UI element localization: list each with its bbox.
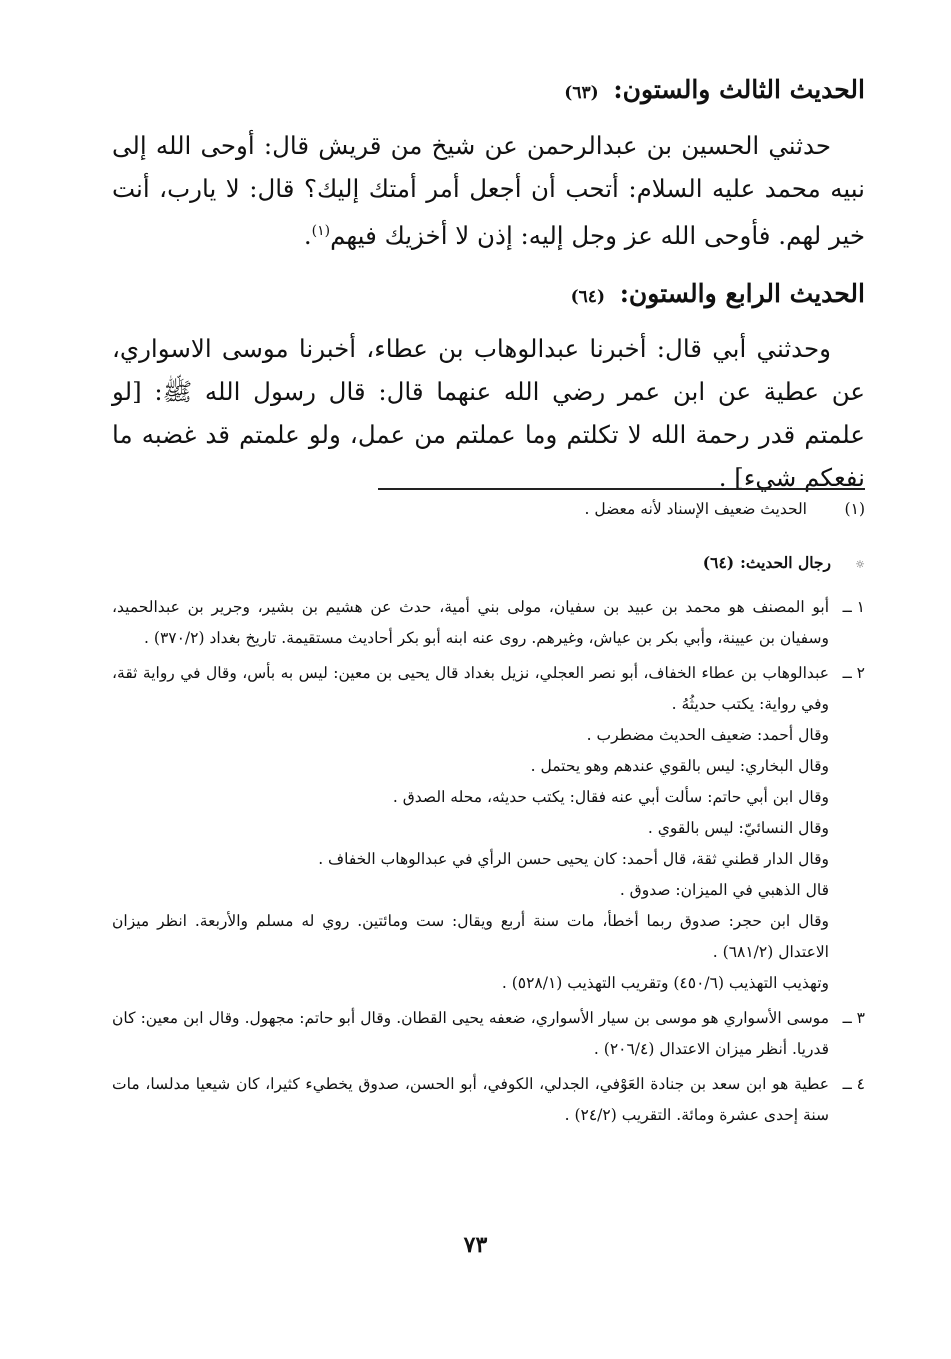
hadith-63-body: حدثني الحسين بن عبدالرحمن عن شيخ من قريش قال: أوحى الله إلى نبيه محمد عليه السلام: أتحب أن أجعل أمر أمتك إليك؟ قال: لا يارب، أنت خير لهم. فأوحى الله عز وجل إليه: إذن لا أخزيك فيهم — [112, 131, 865, 251]
entry-1-line-1: أبو المصنف هو محمد بن عبيد بن سفيان، مولى بني أمية، حدث عن هشيم بن بشير، وجرير بن عبدالحميد، وسفيان بن عيينة، وأبي بكر بن عياش، وغيرهم. روى عنه ابنه أبو بكر أحاديث مستقيمة. تاريخ بغداد (٣٧٠/٢) . — [112, 598, 829, 647]
hadith-63-number: (٦٣) — [564, 83, 599, 103]
rijal-number: (٦٤) — [702, 553, 735, 572]
footnote-1-marker: (١) — [844, 500, 865, 518]
entry-2-line-4: وقال ابن أبي حاتم: سألت أبي عنه فقال: يكتب حديثه، محله الصدق . — [392, 788, 829, 806]
footnotes — [112, 494, 865, 1131]
page-number: ٧٣ — [463, 1232, 488, 1258]
hadith-64-text — [112, 327, 865, 499]
rijal-title: رجال الحديث: — [740, 553, 831, 572]
entry-2-line-5: وقال النسائيّ: ليس بالقوي . — [647, 819, 829, 837]
narrator-entry-3 — [112, 1003, 865, 1065]
narrator-entry-4 — [112, 1069, 865, 1131]
rijal-heading — [112, 547, 865, 580]
hadith-64-title: الحديث الرابع والستون: — [619, 279, 865, 308]
footnote-1 — [112, 494, 865, 525]
narrator-entry-1 — [112, 592, 865, 654]
hadith-63-heading — [112, 72, 865, 111]
entry-2-line-3: وقال البخاري: ليس بالقوي عندهم وهو يحتمل . — [530, 757, 829, 775]
entry-2-line-2: وقال أحمد: ضعيف الحديث مضطرب . — [586, 726, 829, 744]
entry-2-line-1: عبدالوهاب بن عطاء الخفاف، أبو نصر العجلي، نزيل بغداد قال يحيى بن معين: ليس به بأس، وقال في رواية ثقة، وفي رواية: يكتب حديثُهُ . — [112, 664, 829, 713]
entry-2-number: ٢ ــ — [842, 664, 865, 682]
footnote-1-text: الحديث ضعيف الإسناد لأنه معضل . — [584, 500, 807, 518]
entry-4-number: ٤ ــ — [842, 1075, 865, 1093]
entry-3-number: ٣ ــ — [842, 1009, 865, 1027]
narrator-entry-2 — [112, 658, 865, 999]
footnote-ref-1: (١) — [311, 223, 331, 239]
entry-2-line-7: قال الذهبي في الميزان: صدوق . — [619, 881, 829, 899]
entry-1-number: ١ ــ — [842, 598, 865, 616]
entry-4-line-1: عطية هو ابن سعد بن جنادة العَوْفي، الجدلي، الكوفي، أبو الحسن، صدوق يخطيء كثيرا، كان شيعيا مدلسا، مات سنة إحدى عشرة ومائة. التقريب (٢٤/٢) . — [112, 1075, 829, 1124]
star-icon: ☼ — [855, 558, 865, 571]
entry-3-line-1: موسى الأسواري هو موسى بن سيار الأسواري، ضعفه يحيى القطان. وقال أبو حاتم: مجهول. وقال ابن معين: كان قدريا. أنظر ميزان الاعتدال (٢٠٦/٤) . — [112, 1009, 829, 1058]
hadith-64-body: وحدثني أبي قال: أخبرنا عبدالوهاب بن عطاء، أخبرنا موسى الاسواري، عن عطية عن ابن عمر رضي الله عنهما قال: قال رسول الله ﷺ: [لو علمتم قدر رحمة الله لا تكلتم وما عملتم من عمل، ولو علمتم قد غضبه ما نفعكم شيء] . — [112, 334, 865, 492]
entry-2-line-6: وقال الدار قطني ثقة، قال أحمد: كان يحيى حسن الرأي في عبدالوهاب الخفاف . — [318, 850, 829, 868]
footnote-separator — [378, 488, 865, 490]
entry-2-line-9: وتهذيب التهذيب (٤٥٠/٦) وتقريب التهذيب (٥٢٨/١) . — [501, 974, 829, 992]
hadith-64-heading — [112, 276, 865, 315]
hadith-63-title: الحديث الثالث والستون: — [613, 75, 865, 104]
hadith-63-end: . — [303, 221, 312, 251]
hadith-63-text — [112, 124, 865, 257]
hadith-64-number: (٦٤) — [570, 287, 605, 307]
entry-2-line-8: وقال ابن حجر: صدوق ربما أخطأ، مات سنة أربع ويقال: ست ومائتين. روي له مسلم والأربعة. انظر ميزان الاعتدال (٦٨١/٢) . — [112, 912, 829, 961]
